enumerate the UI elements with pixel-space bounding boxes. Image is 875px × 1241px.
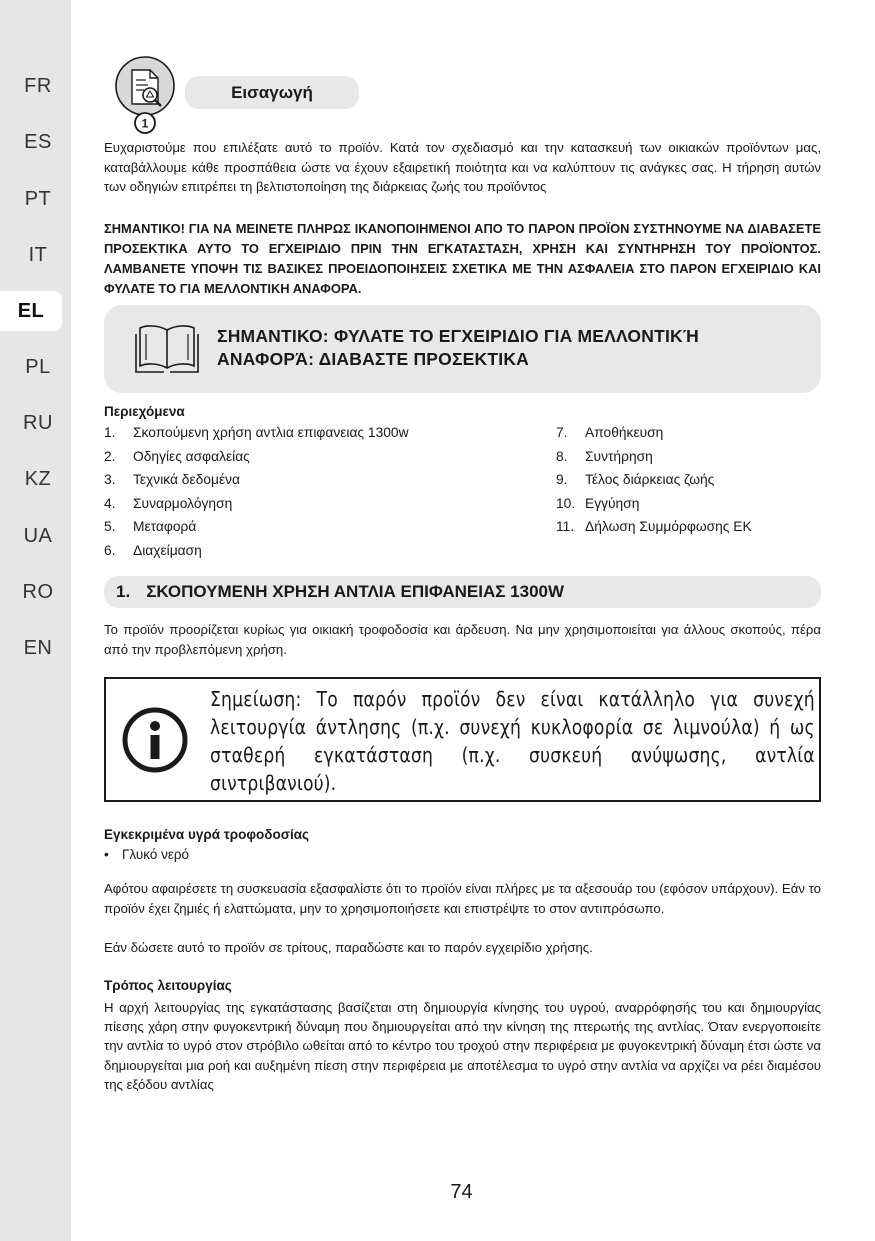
- lang-tab-el[interactable]: EL: [0, 291, 62, 331]
- lang-tab-en[interactable]: EN: [23, 636, 53, 659]
- read-manual-icon: [112, 56, 176, 136]
- toc-item[interactable]: 1. Σκοπούμενη χρήση αντλια επιφανειας 1300w: [104, 425, 409, 440]
- toc-title: Περιεχόμενα: [104, 404, 185, 419]
- toc-item[interactable]: 11. Δήλωση Συμμόρφωσης ΕΚ: [556, 519, 752, 534]
- toc-item[interactable]: 6. Διαχείμαση: [104, 542, 202, 558]
- lang-tab-it[interactable]: IT: [28, 243, 48, 266]
- toc-item[interactable]: 9. Τέλος διάρκειας ζωής: [556, 472, 715, 487]
- info-icon: [121, 706, 189, 774]
- page-number: 74: [450, 1181, 473, 1203]
- lang-tab-pl[interactable]: PL: [25, 355, 51, 378]
- note-text: Σημείωση: Το παρόν προϊόν δεν είναι κατάλληλο για συνεχή λειτουργία άντλησης (π.χ. συνεχή κυκλοφορία σε λιμνούλα) ή ως σταθερή εγκατάσταση (π.χ. συσκευή ανύψωσης, αντλία σιντριβανιού).: [210, 687, 815, 795]
- intro-heading: Εισαγωγή: [185, 76, 359, 109]
- list-item: • Γλυκό νερό: [104, 847, 190, 862]
- operation-paragraph: Η αρχή λειτουργίας της εγκατάστασης βασίζεται στη δημιουργία κίνησης του υγρού, αναρρόφησής του και δημιουργίας πίεσης χάρη στην φυγοκεντρική δύναμη που δημιουργείται από την κίνηση της πτερωτής της αντλίας. Όταν ενεργοποιείτε την αντλία το υγρό στον στρόβιλο ωθείται από το κέντρο του τροχού στην περιφέρεια με φυγοκεντρική δύναμη έτσι ώστε να δημιουργείται μια ροή και αυξημένη πίεση στην περιφέρεια με αποτέλεσμα το υγρό στην αντλία να αρχίζει να ρέει διαμέσου της εξόδου αντλίας: [104, 1000, 821, 1092]
- operation-heading: Τρόπος λειτουργίας: [104, 978, 232, 993]
- important-line-1: ΣΗΜΑΝΤΙΚΟ: ΦΥΛΑΤΕ ΤΟ ΕΓΧΕΙΡΙΔΙΟ ΓΙΑ ΜΕΛΛΟΝΤΙΚΉ: [217, 326, 699, 346]
- toc-right-column: [556, 425, 752, 543]
- important-notice-box: [104, 305, 821, 393]
- intro-step-number: 1: [141, 116, 149, 131]
- toc-left-column: [104, 425, 409, 566]
- toc-item[interactable]: 2. Οδηγίες ασφαλείας: [104, 448, 250, 464]
- lang-tab-fr[interactable]: FR: [24, 74, 52, 97]
- intro-warning: ΣΗΜΑΝΤΙΚΟ! ΓΙΑ ΝΑ ΜΕΙΝΕΤΕ ΠΛΗΡΩΣ ΙΚΑΝΟΠΟΙΗΜΕΝΟΙ ΑΠΟ ΤΟ ΠΑΡΟΝ ΠΡΟΪΟΝ ΣΥΣΤΗΝΟΥΜΕ ΝΑ ΔΙΑΒΑΣΕΤΕ ΠΡΟΣΕΚΤΙΚΑ ΑΥΤΟ ΤΟ ΕΓΧΕΙΡΙΔΙΟ ΠΡΙΝ ΤΗΝ ΕΓΚΑΤΑΣΤΑΣΗ, ΧΡΗΣΗ ΚΑΙ ΣΥΝΤΗΡΗΣΗ ΤΟΥ ΠΡΟΪΟΝΤΟΣ. ΛΑΜΒΑΝΕΤΕ ΥΠΟΨΗ ΤΙΣ ΒΑΣΙΚΕΣ ΠΡΟΕΙΔΟΠΟΙΗΣΕΙΣ ΣΧΕΤΙΚΑ ΜΕ ΤΗΝ ΑΣΦΑΛΕΙΑ ΣΤΟ ΠΑΡΟΝ ΕΓΧΕΙΡΙΔΙΟ ΚΑΙ ΦΥΛΑΤΕ ΤΟ ΓΙΑ ΜΕΛΛΟΝΤΙΚΗ ΑΝΑΦΟΡΑ.: [104, 221, 821, 296]
- lang-tab-kz[interactable]: KZ: [24, 467, 52, 490]
- toc-item[interactable]: 4. Συναρμολόγηση: [104, 495, 233, 511]
- section-1-title: ΣΚΟΠΟΥΜΕΝΗ ΧΡΗΣΗ ΑΝΤΛΙΑ ΕΠΙΦΑΝΕΙΑΣ 1300W: [146, 582, 565, 601]
- toc-item[interactable]: 3. Τεχνικά δεδομένα: [104, 472, 240, 487]
- lang-tab-es[interactable]: ES: [24, 130, 52, 153]
- intro-paragraph: Ευχαριστούμε που επιλέξατε αυτό το προϊόν. Κατά τον σχεδιασμό και την κατασκευή των οικιακών προϊόντων μας, καταβάλλουμε κάθε προσπάθεια ώστε να έχουν εξαιρετική ποιότητα και να καλύπτουν τις ανάγκες σας. Η τήρηση αυτών των οδηγιών επιτρέπει τη βελτιστοποίηση της διάρκειας ζωής του προϊόντος: [104, 140, 821, 194]
- lang-tab-ru[interactable]: RU: [23, 411, 53, 434]
- third-party-paragraph: Εάν δώσετε αυτό το προϊόν σε τρίτους, παραδώστε και το παρόν εγχειρίδιο χρήσης.: [104, 940, 593, 955]
- note-box: [104, 677, 821, 802]
- unpacking-paragraph: Αφότου αφαιρέσετε τη συσκευασία εξασφαλίστε ότι το προϊόν είναι πλήρες με τα αξεσουάρ του (εφόσον υπάρχουν). Εάν το προϊόν έχει ζημιές ή ελαττώματα, μην το χρησιμοποιήσετε και επιστρέψτε το στον αντιπρόσωπο.: [104, 881, 821, 916]
- lang-tab-ua[interactable]: UA: [23, 524, 53, 547]
- approved-liquids-heading: Εγκεκριμένα υγρά τροφοδοσίας: [104, 827, 310, 842]
- lang-tab-pt[interactable]: PT: [24, 187, 52, 210]
- toc-item[interactable]: 10. Εγγύηση: [556, 495, 640, 511]
- open-book-icon: [134, 322, 200, 376]
- lang-tab-ro[interactable]: RO: [22, 580, 54, 603]
- section-1-paragraph: Το προϊόν προορίζεται κυρίως για οικιακή τροφοδοσία και άρδευση. Να μην χρησιμοποιείται για άλλους σκοπούς, πέρα από την προβλεπόμενη χρήση.: [104, 622, 821, 657]
- section-1-number: 1.: [116, 582, 131, 601]
- toc-item[interactable]: 7. Αποθήκευση: [556, 425, 664, 440]
- toc-item[interactable]: 8. Συντήρηση: [556, 448, 653, 464]
- toc-item[interactable]: 5. Μεταφορά: [104, 519, 197, 534]
- section-1-heading: [104, 576, 821, 608]
- important-line-2: ΑΝΑΦΟΡΆ: ΔΙΑΒΑΣΤΕ ΠΡΟΣΕΚΤΙΚΑ: [217, 349, 530, 369]
